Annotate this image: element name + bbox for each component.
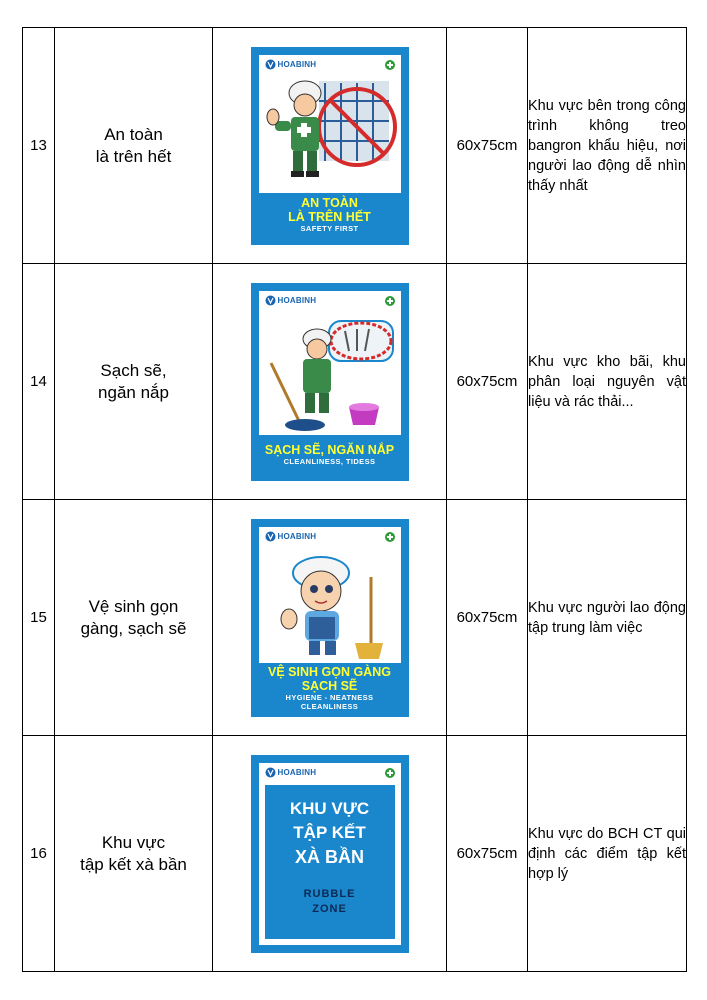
worker-thumbs-up-icon xyxy=(259,75,401,193)
hoabinh-logo: HOABINH xyxy=(265,295,317,307)
table-row xyxy=(23,28,687,264)
logo-mark-icon xyxy=(265,531,276,542)
sign-size: 60x75cm xyxy=(447,736,528,972)
rubble-zone-panel xyxy=(265,785,395,939)
poster-subtitle: CLEANLINESS, TIDESS xyxy=(283,456,376,466)
sign-name-line: là trên hết xyxy=(95,146,172,166)
table-row xyxy=(23,500,687,736)
poster-title: LÀ TRÊN HẾT xyxy=(288,209,371,224)
sign-description: Khu vực do BCH CT qui định các điểm tập kết hợp lý xyxy=(528,736,687,972)
table-row xyxy=(23,736,687,972)
hygiene-poster xyxy=(251,519,409,717)
row-number: 15 xyxy=(23,500,55,736)
sign-description: Khu vực người lao động tập trung làm việc xyxy=(528,500,687,736)
poster-title: SẠCH SẼ xyxy=(301,678,358,693)
sign-description: Khu vực bên trong công trình không treo bangron khẩu hiệu, nơi người lao động dễ nhìn thấy nhất xyxy=(528,28,687,264)
sign-name-line: gàng, sạch sẽ xyxy=(80,618,187,638)
sign-image-cell xyxy=(213,736,447,972)
sign-image-cell xyxy=(213,28,447,264)
green-cross-icon xyxy=(385,768,395,778)
row-number: 14 xyxy=(23,264,55,500)
green-cross-icon xyxy=(385,60,395,70)
poster-title: SẠCH SẼ, NGĂN NẮP xyxy=(264,442,395,457)
green-cross-icon xyxy=(385,532,395,542)
sign-image-cell xyxy=(213,264,447,500)
sign-name xyxy=(55,28,213,264)
sign-description: Khu vực kho bãi, khu phân loại nguyên vật liệu và rác thải... xyxy=(528,264,687,500)
sign-size: 60x75cm xyxy=(447,500,528,736)
hoabinh-logo: HOABINH xyxy=(265,767,317,779)
sign-size: 60x75cm xyxy=(447,28,528,264)
poster-title: TẬP KẾT xyxy=(293,822,366,842)
green-cross-icon xyxy=(385,296,395,306)
poster-subtitle: SAFETY FIRST xyxy=(300,223,359,233)
poster-title: VỆ SINH GỌN GÀNG xyxy=(268,664,391,679)
cleanliness-poster xyxy=(251,283,409,481)
sign-name-line: Khu vực xyxy=(101,832,166,852)
worker-mopping-icon xyxy=(259,311,401,441)
poster-subtitle: RUBBLE xyxy=(303,887,356,900)
rubble-zone-poster xyxy=(251,755,409,953)
row-number: 13 xyxy=(23,28,55,264)
logo-mark-icon xyxy=(265,59,276,70)
cartoon-boy-broom-icon xyxy=(259,547,401,665)
sign-name xyxy=(55,500,213,736)
safety-poster xyxy=(251,47,409,245)
poster-subtitle: HYGIENE - NEATNESS xyxy=(285,692,374,702)
sign-name-line: Vệ sinh gọn xyxy=(88,596,179,616)
logo-mark-icon xyxy=(265,295,276,306)
sign-name xyxy=(55,264,213,500)
poster-title: KHU VỰC xyxy=(289,798,370,818)
logo-mark-icon xyxy=(265,767,276,778)
table-row xyxy=(23,264,687,500)
sign-size: 60x75cm xyxy=(447,264,528,500)
poster-title: AN TOÀN xyxy=(301,195,358,210)
sign-name-line: Sạch sẽ, xyxy=(100,360,167,380)
sign-name-line: An toàn xyxy=(104,124,163,144)
sign-name-line: tập kết xà bần xyxy=(80,854,187,874)
hoabinh-logo: HOABINH xyxy=(265,59,317,71)
sign-name xyxy=(55,736,213,972)
sign-image-cell xyxy=(213,500,447,736)
signage-table xyxy=(22,27,687,972)
poster-subtitle: CLEANLINESS xyxy=(300,701,359,709)
poster-subtitle: ZONE xyxy=(312,902,347,915)
hoabinh-logo: HOABINH xyxy=(265,531,317,543)
poster-title: XÀ BẦN xyxy=(294,846,364,867)
row-number: 16 xyxy=(23,736,55,972)
sign-name-line: ngăn nắp xyxy=(98,382,169,402)
